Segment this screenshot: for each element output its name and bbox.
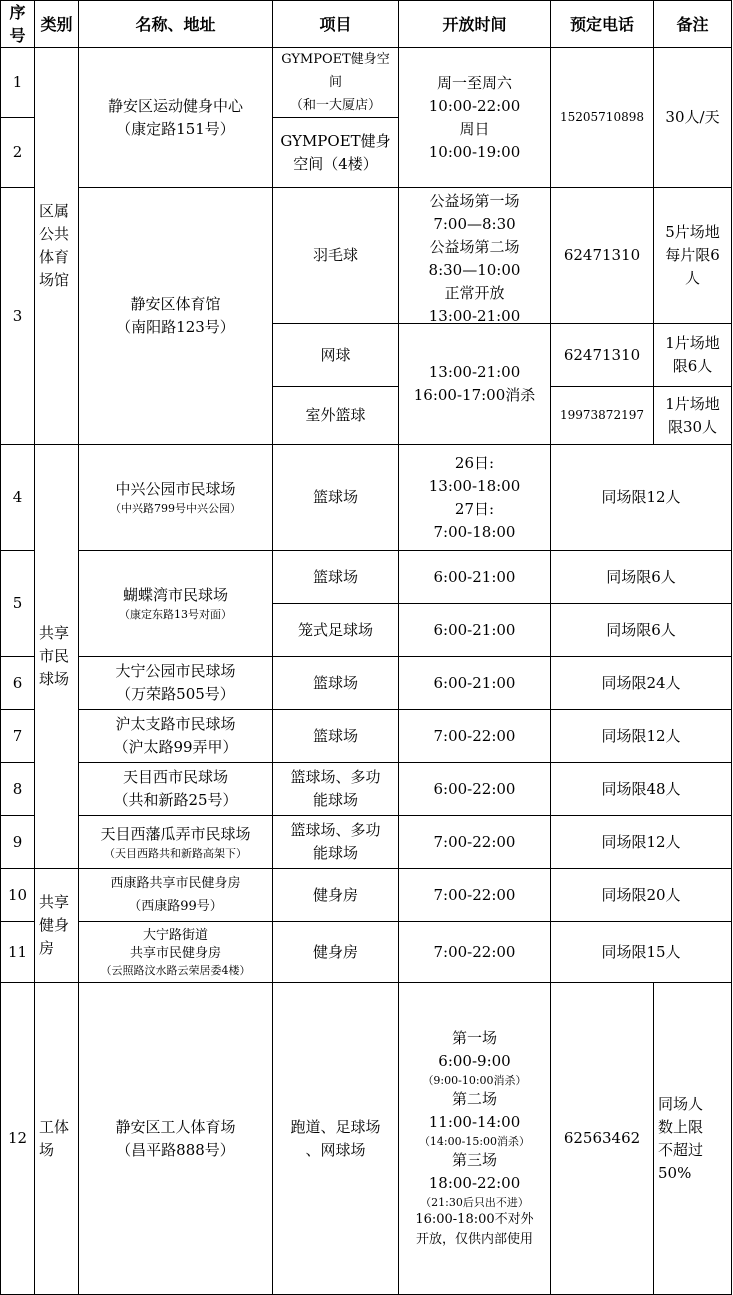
note-cell xyxy=(654,324,732,387)
category-line: 场 xyxy=(39,1140,55,1159)
row-no: 9 xyxy=(1,816,35,869)
category-workers-stadium xyxy=(35,983,79,1295)
venue-name: 天目西市民球场 xyxy=(122,768,228,786)
venue-address: （天目西路共和新路高架下） xyxy=(104,846,247,860)
item-cell: 健身房 xyxy=(273,869,399,922)
category-line: 共享 xyxy=(39,893,70,911)
venue-name-address xyxy=(79,188,273,445)
item-line: GYMPOET健身 xyxy=(280,131,391,150)
hours-cell xyxy=(399,188,551,324)
session-time: 6:00-9:00 xyxy=(438,1052,511,1070)
hours-extra-line: 16:00-18:00不对外 xyxy=(415,1212,534,1227)
row-no: 1 xyxy=(1,48,35,118)
header-category: 类别 xyxy=(35,1,79,48)
phone-cell: 62471310 xyxy=(551,188,654,324)
venue-address: （云照路汶水路云荣居委4楼） xyxy=(100,963,251,977)
row-no: 8 xyxy=(1,763,35,816)
table-row xyxy=(1,48,732,118)
note-line: 每片限6 xyxy=(665,246,720,264)
note-cell: 同场限48人 xyxy=(551,763,732,816)
note-line: 5片场地 xyxy=(665,223,720,241)
row-no: 12 xyxy=(1,983,35,1295)
category-line: 工体 xyxy=(39,1117,70,1136)
note-cell xyxy=(654,983,732,1295)
note-line: 限6人 xyxy=(672,357,713,375)
note-cell: 同场限20人 xyxy=(551,869,732,922)
item-cell: 篮球场 xyxy=(273,710,399,763)
hours-line: 27日: xyxy=(454,499,495,518)
hours-line: 13:00-21:00 xyxy=(428,307,521,323)
phone-cell: 62563462 xyxy=(551,983,654,1295)
category-line: 公共 xyxy=(39,225,70,243)
table-row xyxy=(1,763,732,816)
note-cell: 同场限12人 xyxy=(551,816,732,869)
venue-name: 蝴蝶湾市民球场 xyxy=(122,586,228,604)
hours-line: 周一至周六 xyxy=(436,73,512,92)
item-cell: 羽毛球 xyxy=(273,188,399,324)
item-line: 篮球场、多功 xyxy=(290,821,381,839)
venue-address: （南阳路123号） xyxy=(116,318,235,336)
item-line: 空间（4楼） xyxy=(293,154,378,173)
hours-cell xyxy=(399,324,551,445)
hours-line: 7:00-18:00 xyxy=(433,522,516,541)
note-line: 数上限 xyxy=(658,1117,704,1136)
category-line: 区属 xyxy=(39,202,70,220)
hours-line: 正常开放 xyxy=(444,284,505,302)
header-hours: 开放时间 xyxy=(399,1,551,48)
session-label: 第二场 xyxy=(451,1090,497,1108)
note-line: 50% xyxy=(658,1163,692,1182)
item-cell: 笼式足球场 xyxy=(273,604,399,657)
venue-address: （共和新路25号） xyxy=(113,791,238,809)
hours-cell: 7:00-22:00 xyxy=(399,922,551,983)
hours-cell xyxy=(399,983,551,1295)
item-cell: 篮球场 xyxy=(273,657,399,710)
item-cell xyxy=(273,983,399,1295)
row-no: 6 xyxy=(1,657,35,710)
hours-cell: 6:00-21:00 xyxy=(399,604,551,657)
note-line: 1片场地 xyxy=(665,394,720,413)
venue-name: 中兴公园市民球场 xyxy=(115,480,236,498)
hours-line: 公益场第一场 xyxy=(429,192,520,210)
venue-name-address xyxy=(79,445,273,551)
hours-line: 公益场第二场 xyxy=(429,238,520,256)
category-line: 市民 xyxy=(39,647,70,665)
note-cell: 同场限24人 xyxy=(551,657,732,710)
category-district-venue xyxy=(35,48,79,445)
row-no: 5 xyxy=(1,551,35,657)
header-phone: 预定电话 xyxy=(551,1,654,48)
hours-cell: 6:00-21:00 xyxy=(399,551,551,604)
header-item: 项目 xyxy=(273,1,399,48)
note-line: 不超过 xyxy=(658,1140,704,1159)
item-cell: 网球 xyxy=(273,324,399,387)
item-line: 能球场 xyxy=(312,791,358,809)
note-cell: 30人/天 xyxy=(654,48,732,188)
hours-cell xyxy=(399,48,551,188)
venue-name-address xyxy=(79,657,273,710)
table-row xyxy=(1,922,732,983)
item-cell: 室外篮球 xyxy=(273,387,399,445)
item-cell: 篮球场 xyxy=(273,551,399,604)
row-no: 3 xyxy=(1,188,35,445)
session-cleaning: （14:00-15:00消杀） xyxy=(418,1135,531,1148)
venue-address: （昌平路888号） xyxy=(116,1140,235,1159)
session-label: 第一场 xyxy=(451,1029,497,1047)
hours-cell xyxy=(399,445,551,551)
category-shared-gym xyxy=(35,869,79,983)
venue-name: 天目西藩瓜弄市民球场 xyxy=(100,824,251,843)
venue-name: 静安区体育馆 xyxy=(130,295,221,313)
header-row xyxy=(1,1,732,48)
table-row xyxy=(1,445,732,551)
item-cell xyxy=(273,118,399,188)
note-cell: 同场限12人 xyxy=(551,710,732,763)
session-cleaning: （9:00-10:00消杀） xyxy=(422,1074,527,1087)
hours-line: 13:00-18:00 xyxy=(428,476,521,495)
category-line: 场馆 xyxy=(39,271,70,289)
venue-name: 静安区运动健身中心 xyxy=(107,96,243,115)
table-row xyxy=(1,657,732,710)
header-name-address: 名称、地址 xyxy=(79,1,273,48)
venue-address: （万荣路505号） xyxy=(116,685,235,703)
session-time: 11:00-14:00 xyxy=(428,1113,521,1131)
item-cell xyxy=(273,763,399,816)
venue-address: （沪太路99弄甲） xyxy=(113,738,238,756)
category-line: 健身 xyxy=(39,916,70,934)
hours-line: 7:00—8:30 xyxy=(433,215,516,233)
category-line: 共享 xyxy=(39,624,70,642)
venue-name: 大宁路街道 xyxy=(142,927,208,943)
venue-name: 大宁公园市民球场 xyxy=(115,662,236,680)
row-no: 4 xyxy=(1,445,35,551)
item-cell: 健身房 xyxy=(273,922,399,983)
hours-line: 8:30—10:00 xyxy=(428,261,521,279)
hours-cell: 6:00-21:00 xyxy=(399,657,551,710)
item-cell xyxy=(273,816,399,869)
note-line: 限30人 xyxy=(667,417,718,436)
venue-name-address xyxy=(79,763,273,816)
session-label: 第三场 xyxy=(451,1151,497,1169)
session-cleaning: （21:30后只出不进） xyxy=(420,1196,529,1209)
table-row xyxy=(1,710,732,763)
venue-name-address xyxy=(79,710,273,763)
venue-name-address xyxy=(79,48,273,188)
venue-name: 沪太支路市民球场 xyxy=(115,715,236,733)
row-no: 7 xyxy=(1,710,35,763)
note-line: 同场人 xyxy=(658,1094,704,1113)
venue-address: （西康路99号） xyxy=(128,899,223,914)
table-row xyxy=(1,551,732,604)
category-shared-court xyxy=(35,445,79,869)
table-row xyxy=(1,816,732,869)
note-cell xyxy=(654,387,732,445)
item-cell xyxy=(273,48,399,118)
table-row xyxy=(1,983,732,1295)
item-line: GYMPOET健身空间 xyxy=(281,52,390,90)
note-line: 人 xyxy=(684,269,700,287)
hours-extra-line: 开放，仅供内部使用 xyxy=(415,1232,533,1247)
table-row xyxy=(1,869,732,922)
venue-address: （中兴路799号中兴公园） xyxy=(110,502,241,515)
note-cell xyxy=(654,188,732,324)
hours-cell: 7:00-22:00 xyxy=(399,869,551,922)
note-cell: 同场限6人 xyxy=(551,604,732,657)
hours-cell: 6:00-22:00 xyxy=(399,763,551,816)
session-time: 18:00-22:00 xyxy=(428,1174,521,1192)
item-line: 、网球场 xyxy=(305,1140,366,1159)
phone-cell: 15205710898 xyxy=(551,48,654,188)
venue-name-address xyxy=(79,983,273,1295)
hours-cell: 7:00-22:00 xyxy=(399,710,551,763)
hours-line: 周日 xyxy=(459,119,490,138)
venue-name-address xyxy=(79,869,273,922)
row-no: 11 xyxy=(1,922,35,983)
category-line: 球场 xyxy=(39,670,70,688)
item-line: 篮球场、多功 xyxy=(290,768,381,786)
hours-line: 13:00-21:00 xyxy=(428,363,521,381)
category-line: 体育 xyxy=(39,248,70,266)
item-line: （和一大厦店） xyxy=(289,98,381,113)
item-cell: 篮球场 xyxy=(273,445,399,551)
venue-name: 共享市民健身房 xyxy=(129,945,221,961)
item-line: 跑道、足球场 xyxy=(290,1117,381,1136)
note-cell: 同场限6人 xyxy=(551,551,732,604)
header-note: 备注 xyxy=(654,1,732,48)
phone-cell: 62471310 xyxy=(551,324,654,387)
hours-cell: 7:00-22:00 xyxy=(399,816,551,869)
venue-address: （康定路151号） xyxy=(116,119,235,138)
venue-name-address xyxy=(79,816,273,869)
venue-name: 西康路共享市民健身房 xyxy=(110,876,241,891)
row-no: 10 xyxy=(1,869,35,922)
venue-name-address xyxy=(79,922,273,983)
note-cell: 同场限15人 xyxy=(551,922,732,983)
hours-line: 16:00-17:00消杀 xyxy=(413,386,536,404)
venue-name: 静安区工人体育场 xyxy=(115,1117,236,1136)
hours-line: 10:00-19:00 xyxy=(428,142,521,161)
hours-line: 26日: xyxy=(454,453,495,472)
category-line: 房 xyxy=(39,939,55,957)
item-line: 能球场 xyxy=(312,844,358,862)
venue-address: （康定东路13号对面） xyxy=(119,608,232,621)
hours-line: 10:00-22:00 xyxy=(428,96,521,115)
row-no: 2 xyxy=(1,118,35,188)
table-row xyxy=(1,188,732,324)
note-cell: 同场限12人 xyxy=(551,445,732,551)
header-no: 序号 xyxy=(1,1,35,48)
venue-name-address xyxy=(79,551,273,657)
note-line: 1片场地 xyxy=(665,334,720,352)
phone-cell: 19973872197 xyxy=(551,387,654,445)
